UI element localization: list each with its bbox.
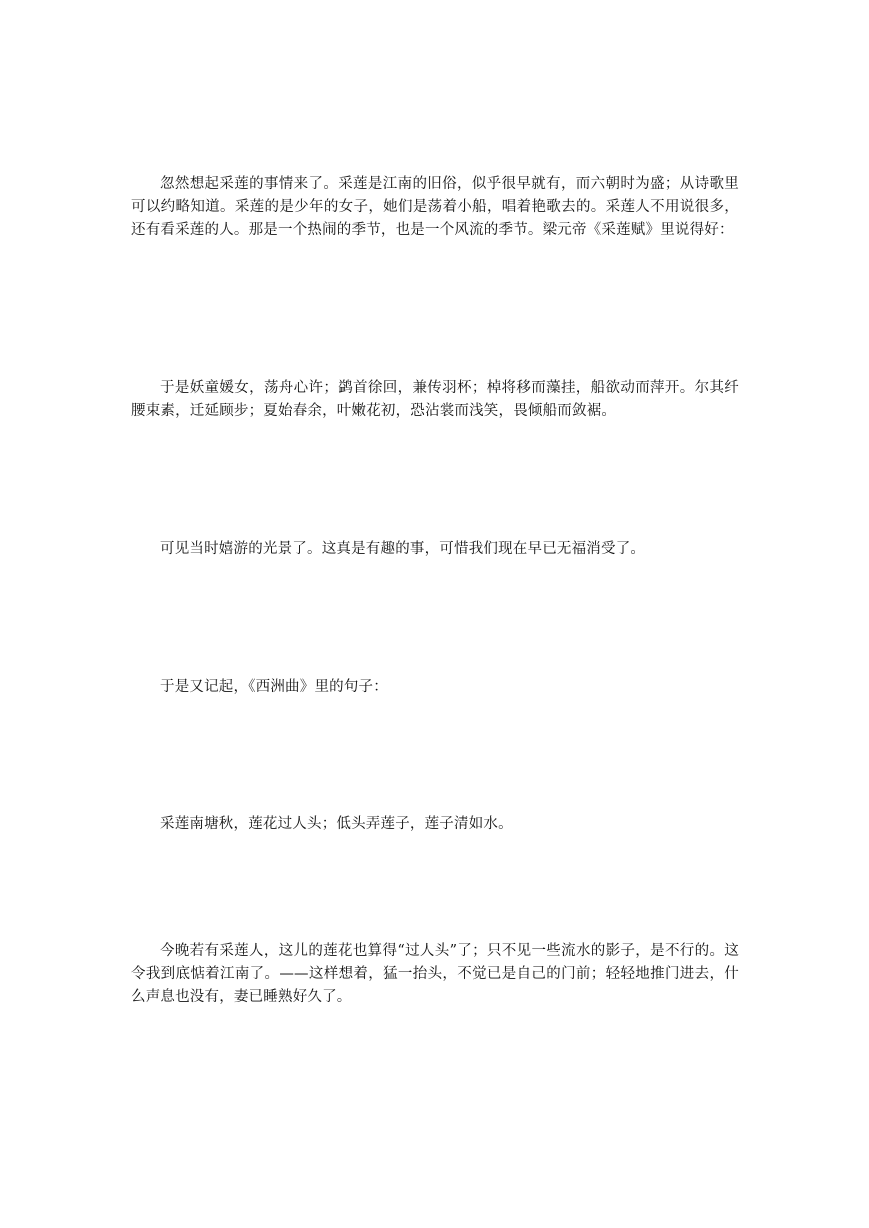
paragraph-caolian-recollection: 忽然想起采莲的事情来了。采莲是江南的旧俗，似乎很早就有，而六朝时为盛；从诗歌里可以约略知道。采莲的是少年的女子，她们是荡着小船，唱着艳歌去的。采莲人不用说很多，还有看采莲的人。那是一个热闹的季节，也是一个风流的季节。梁元帝《采莲赋》里说得好： — [131, 176, 739, 238]
paragraph-reflection: 可见当时嬉游的光景了。这真是有趣的事，可惜我们现在早已无福消受了。 — [160, 541, 646, 557]
paragraph-xizhouqu-intro: 于是又记起，《西洲曲》里的句子： — [160, 679, 388, 695]
paragraph-xizhouqu-quote: 采莲南塘秋，莲花过人头；低头弄莲子，莲子清如水。 — [160, 816, 513, 832]
paragraph-caolian-fu-quote: 于是妖童媛女，荡舟心许；鹢首徐回，兼传羽杯；棹将移而藻挂，船欲动而萍开。尔其纤腰束素，迁延顾步；夏始春余，叶嫩花初，恐沾裳而浅笑，畏倾船而敛裾。 — [131, 380, 739, 419]
paragraph-closing: 今晚若有采莲人，这儿的莲花也算得“过人头”了；只不见一些流水的影子，是不行的。这令我到底惦着江南了。——这样想着，猛一抬头，不觉已是自己的门前；轻轻地推门进去，什么声息也没有，妻已睡熟好久了。 — [131, 943, 739, 1005]
